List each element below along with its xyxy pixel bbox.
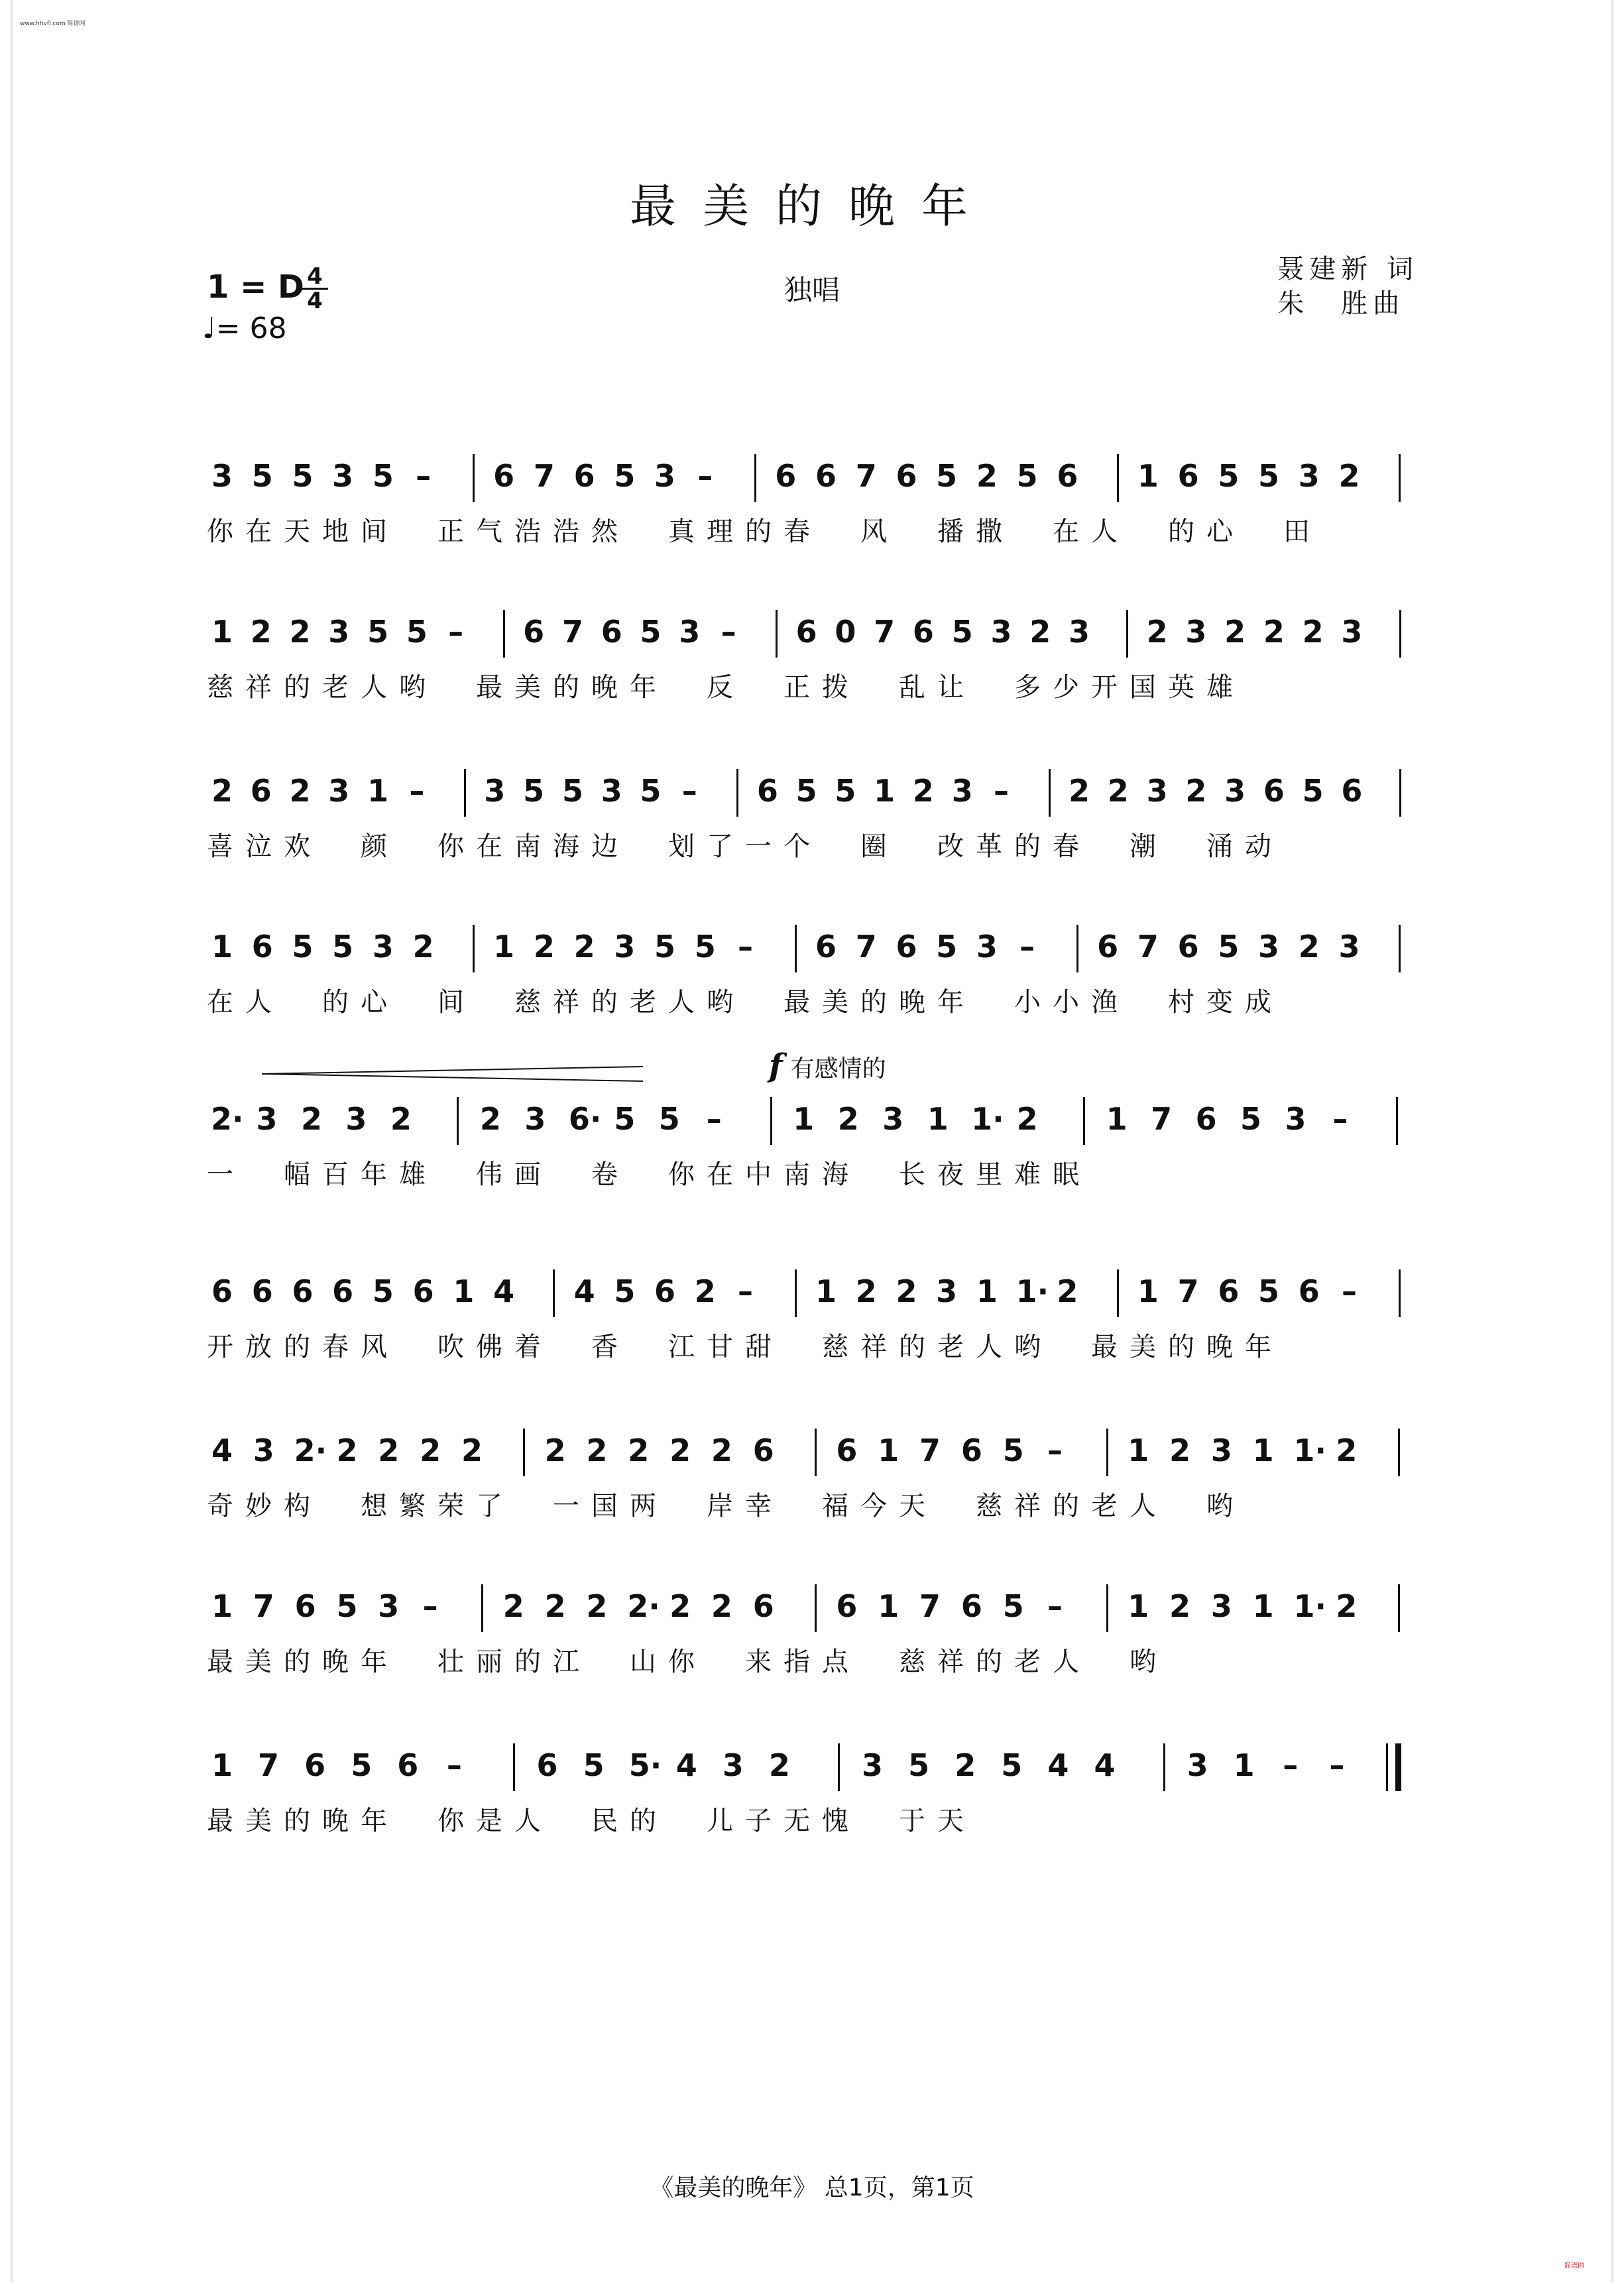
note: 5 [1001,1747,1023,1783]
note: 6 [912,614,934,650]
note: 1 [211,1588,233,1624]
barline [1398,1429,1400,1476]
note: 2 [1169,1433,1191,1468]
note: 7 [253,1588,274,1624]
note: 6 [960,1433,982,1468]
note: 5 [936,929,958,965]
note: 7 [855,458,877,494]
lyrics-line: 在人 的心 间 慈祥的老人哟 最美的晚年 小小渔 村变成 [207,987,1283,1018]
note: 2 [1016,1101,1038,1137]
note: 2 [955,1747,976,1783]
barline [1117,1269,1119,1317]
note: 6 [573,458,595,494]
note: 1 [1233,1747,1255,1783]
note: 1 [1252,1433,1274,1468]
corner-mark: 简谱网 [1564,2262,1584,2270]
note: 6 [493,458,515,494]
extension-dash: – [1342,1273,1358,1309]
note: 6 [815,458,837,494]
note: 3 [1210,1588,1232,1624]
site-watermark: www.hhvfl.com 简谱网 [20,21,86,27]
note: 5 [406,614,428,650]
note: 5 [523,773,545,809]
note: 1 [1128,1588,1149,1624]
note: 5 [372,458,394,494]
extension-dash: – [706,1101,722,1137]
barline [1399,769,1401,817]
lyrics-line: 慈祥的老人哟 最美的晚年 反 正拨 乱让 多少开国英雄 [207,672,1245,703]
barline [481,1584,483,1632]
note: 5 [1240,1101,1262,1137]
barline [1076,925,1078,972]
note: 5 [1002,1588,1024,1624]
note: 6 [251,929,273,965]
note: 1 [211,1747,233,1783]
note: 5 [658,1101,680,1137]
note: 2 [1146,614,1168,650]
note: 2 [912,773,934,809]
extension-dash: – [416,458,432,494]
note: 3 [484,773,506,809]
note: 3 [679,614,701,650]
extension-dash: – [1332,1101,1348,1137]
composer: 朱 胜曲 [1277,288,1405,319]
note: 2 [544,1433,566,1468]
note: 7 [874,614,896,650]
note: 5 [694,929,716,965]
note: 6 [1341,773,1363,809]
note: 1 [1137,1273,1159,1309]
note: 2 [390,1101,412,1137]
extension-dash: – [993,773,1009,809]
note: 7 [561,614,583,650]
note: 4 [573,1273,595,1309]
note: 5 [936,458,958,494]
note: 2 [1224,614,1246,650]
barline [1396,1097,1398,1145]
note: 3 [936,1273,958,1309]
note: 6 [250,773,272,809]
barline [1083,1097,1085,1145]
note: 3 [1224,773,1246,809]
note: 2 [336,1433,358,1468]
note: 2 [768,1747,790,1783]
extension-dash: – [448,614,464,650]
note: 1· [1293,1433,1326,1468]
note: 1 [367,773,389,809]
note: 5 [1302,773,1324,809]
note: 3 [951,773,973,809]
barline [754,454,756,502]
note: 5· [628,1747,662,1783]
note: 6 [775,458,797,494]
note: 5 [336,1588,358,1624]
note: 2 [289,773,311,809]
note: 1 [1137,458,1159,494]
note: 3 [1338,929,1360,965]
extension-dash: – [1329,1747,1345,1783]
credits [1277,252,1419,321]
note: 2 [1029,614,1051,650]
note: 6 [1298,1273,1320,1309]
extension-dash: – [422,1588,438,1624]
note: 6 [397,1747,419,1783]
note: 6· [568,1101,602,1137]
note: 2 [1069,773,1090,809]
note: 3 [722,1747,744,1783]
note: 1· [1015,1273,1049,1309]
note: 7 [919,1433,941,1468]
note: 2 [479,1101,501,1137]
note: 2 [1107,773,1129,809]
note: 5 [614,1273,636,1309]
barline [1399,925,1401,972]
lyrics-line: 你在天地间 正气浩浩然 真理的春 风 播撒 在人 的心 田 [207,516,1322,547]
note: 5 [640,614,662,650]
note: 3 [524,1101,546,1137]
barline [1399,610,1401,658]
barline [523,1429,525,1476]
note: 1 [211,614,233,650]
note: 2 [250,614,272,650]
note: 3 [328,773,350,809]
note: 6 [292,1273,314,1309]
note: 2 [1169,1588,1191,1624]
note: 1 [453,1273,475,1309]
lyrics-line: 最美的晚年 你是人 民的 儿子无愧 于天 [207,1806,976,1836]
note: 6 [815,929,837,965]
note: 2 [669,1588,691,1624]
note: 5 [1218,929,1240,965]
note: 5 [583,1747,605,1783]
note: 3 [1146,773,1168,809]
note: 6 [896,458,917,494]
barline [503,610,505,658]
note: 6 [1195,1101,1217,1137]
extension-dash: – [1283,1747,1299,1783]
tempo-marking: ♩= 68 [202,312,287,345]
right-page-edge [1611,0,1613,2283]
note: 1 [1128,1433,1149,1468]
note: 4 [675,1747,697,1783]
note: 2 [544,1588,566,1624]
note: 2 [1336,1433,1358,1468]
note: 2 [711,1433,732,1468]
note: 2 [573,929,595,965]
note: 5 [640,773,662,809]
extension-dash: – [1047,1433,1063,1468]
note: 5 [332,929,354,965]
barline [1117,454,1119,502]
note: 2 [1336,1588,1358,1624]
barline [457,1097,459,1145]
page-footer: 《最美的晚年》 总1页，第1页 [650,2174,974,2201]
note: 2 [378,1433,400,1468]
note: 5 [292,458,314,494]
note: 6 [654,1273,676,1309]
note: 2 [711,1588,732,1624]
note: 1 [1252,1588,1274,1624]
final-barline [1395,1743,1401,1791]
extension-dash: – [1047,1588,1063,1624]
note: 4 [1094,1747,1116,1783]
barline [736,769,738,817]
note: 5 [1258,458,1280,494]
dynamic-marking: f 有感情的 [769,1047,886,1084]
note: 2 [669,1433,691,1468]
note: 3 [882,1101,904,1137]
barline [1049,769,1051,817]
note: 3 [1298,458,1320,494]
barline [838,1743,840,1791]
note: 5 [654,929,676,965]
note: 6 [251,1273,273,1309]
note: 5 [835,773,856,809]
note: 2 [628,1433,650,1468]
lyrics-line: 开放的春风 吹佛着 香 江甘甜 慈祥的老人哟 最美的晚年 [207,1332,1283,1362]
note: 3 [614,929,636,965]
lyricist: 聂建新 词 [1277,254,1419,284]
note: 2 [502,1588,524,1624]
note: 3 [976,929,998,965]
note: 7 [919,1588,941,1624]
note: 6 [836,1588,858,1624]
barline [1399,1269,1401,1317]
barline [1398,1584,1400,1632]
note: 6 [1218,1273,1240,1309]
note: 2 [289,614,311,650]
note: 5 [951,614,973,650]
note: 3 [1187,1747,1208,1783]
note: 2 [1057,1273,1078,1309]
note: 3 [1069,614,1090,650]
note: 7 [855,929,877,965]
note: 2· [627,1588,660,1624]
barline [553,1269,555,1317]
key-signature: 1 = D [207,268,304,306]
note: 3 [990,614,1012,650]
note: 1 [815,1273,837,1309]
barline [770,1097,772,1145]
note: 5 [614,458,636,494]
note: 6 [523,614,545,650]
note: 2 [1302,614,1324,650]
note: 1 [1106,1101,1128,1137]
note: 2 [412,929,434,965]
note: 3 [1185,614,1207,650]
note: 2 [837,1101,859,1137]
lyrics-line: 奇妙构 想繁荣了 一国两 岸幸 福今天 慈祥的老人 哟 [207,1491,1245,1521]
note: 5 [292,929,314,965]
note: 4 [1047,1747,1069,1783]
note: 7 [258,1747,280,1783]
barline [815,1584,817,1632]
note: 6 [896,929,917,965]
note: 2 [461,1433,483,1468]
extension-dash: – [721,614,736,650]
note: 5 [1016,458,1038,494]
note: 2 [976,458,998,494]
crescendo-hairpin [262,1064,646,1084]
barline [1106,1584,1108,1632]
barline [473,925,475,972]
note: 3 [1210,1433,1232,1468]
lyrics-line: 喜泣欢 颜 你在南海边 划了一个 圈 改革的春 潮 涌动 [207,831,1283,862]
note: 3 [332,458,354,494]
note: 6 [752,1433,774,1468]
note: 5 [372,1273,394,1309]
note: 1 [493,929,515,965]
note: 6 [332,1273,354,1309]
note: 2 [586,1588,608,1624]
barline [464,769,466,817]
note: 3 [211,458,233,494]
extension-dash: – [681,773,697,809]
note: 1· [971,1101,1004,1137]
lyrics-line: 最美的晚年 壮丽的江 山你 来指点 慈祥的老人 哟 [207,1647,1168,1677]
note: 5 [251,458,273,494]
note: 5 [561,773,583,809]
note: 3 [862,1747,884,1783]
extension-dash: – [409,773,425,809]
barline [1386,1743,1388,1791]
note: 2· [294,1433,327,1468]
note: 4 [493,1273,515,1309]
note: 2 [211,773,233,809]
note: 2 [586,1433,608,1468]
note: 1 [793,1101,815,1137]
note: 5 [1218,458,1240,494]
note: 1 [878,1433,899,1468]
note: 6 [601,614,622,650]
note: 6 [752,1588,774,1624]
note: 5 [1258,1273,1280,1309]
note: 7 [1151,1101,1173,1137]
note: 3 [372,929,394,965]
barline [1106,1429,1108,1476]
note: 2· [211,1101,244,1137]
note: 5 [1002,1433,1024,1468]
note: 1 [927,1101,949,1137]
note: 6 [756,773,778,809]
note: 3 [1285,1101,1306,1137]
note: 6 [536,1747,558,1783]
note: 2 [300,1101,322,1137]
barline [795,925,797,972]
barline [1126,610,1128,658]
barline [513,1743,515,1791]
note: 3 [256,1101,278,1137]
time-signature: 4 4 [302,265,328,312]
note: 0 [835,614,856,650]
note: 2 [1338,458,1360,494]
note: 6 [795,614,817,650]
note: 2 [533,929,555,965]
note: 5 [614,1101,636,1137]
note: 6 [1177,929,1199,965]
barline [815,1429,817,1476]
note: 2 [1298,929,1320,965]
extension-dash: – [697,458,713,494]
extension-dash: – [738,929,754,965]
extension-dash: – [446,1747,462,1783]
note: 3 [345,1101,367,1137]
note: 6 [304,1747,326,1783]
barline [1399,454,1401,502]
note: 1 [878,1588,899,1624]
note: 7 [533,458,555,494]
note: 3 [1258,929,1280,965]
note: 2 [1263,614,1285,650]
page-title: 最美的晚年 [630,179,994,233]
barline [776,610,778,658]
extension-dash: – [738,1273,754,1309]
lyrics-line: 一 幅百年雄 伟画 卷 你在中南海 长夜里难眠 [207,1159,1091,1190]
note: 6 [836,1433,858,1468]
note: 5 [795,773,817,809]
note: 6 [1177,458,1199,494]
note: 6 [412,1273,434,1309]
performance-type: 独唱 [783,274,840,306]
note: 2 [1185,773,1207,809]
note: 1 [976,1273,998,1309]
note: 1 [874,773,896,809]
barline [1163,1743,1165,1791]
note: 2 [694,1273,716,1309]
barline [795,1269,797,1317]
note: 6 [1057,458,1078,494]
note: 2 [896,1273,917,1309]
note: 6 [1263,773,1285,809]
note: 7 [1137,929,1159,965]
note: 5 [367,614,389,650]
barline [473,454,475,502]
note: 1 [211,929,233,965]
note: 2 [855,1273,877,1309]
note: 3 [328,614,350,650]
extension-dash: – [1019,929,1035,965]
note: 4 [211,1433,233,1468]
note: 3 [601,773,622,809]
note: 6 [960,1588,982,1624]
note: 5 [908,1747,930,1783]
note: 6 [211,1273,233,1309]
note: 6 [1097,929,1119,965]
note: 2 [420,1433,441,1468]
left-page-edge [11,0,13,2283]
note: 1· [1293,1588,1326,1624]
note: 7 [1177,1273,1199,1309]
note: 6 [294,1588,316,1624]
note: 3 [654,458,676,494]
note: 3 [1341,614,1363,650]
note: 3 [253,1433,274,1468]
note: 3 [378,1588,400,1624]
note: 5 [351,1747,373,1783]
